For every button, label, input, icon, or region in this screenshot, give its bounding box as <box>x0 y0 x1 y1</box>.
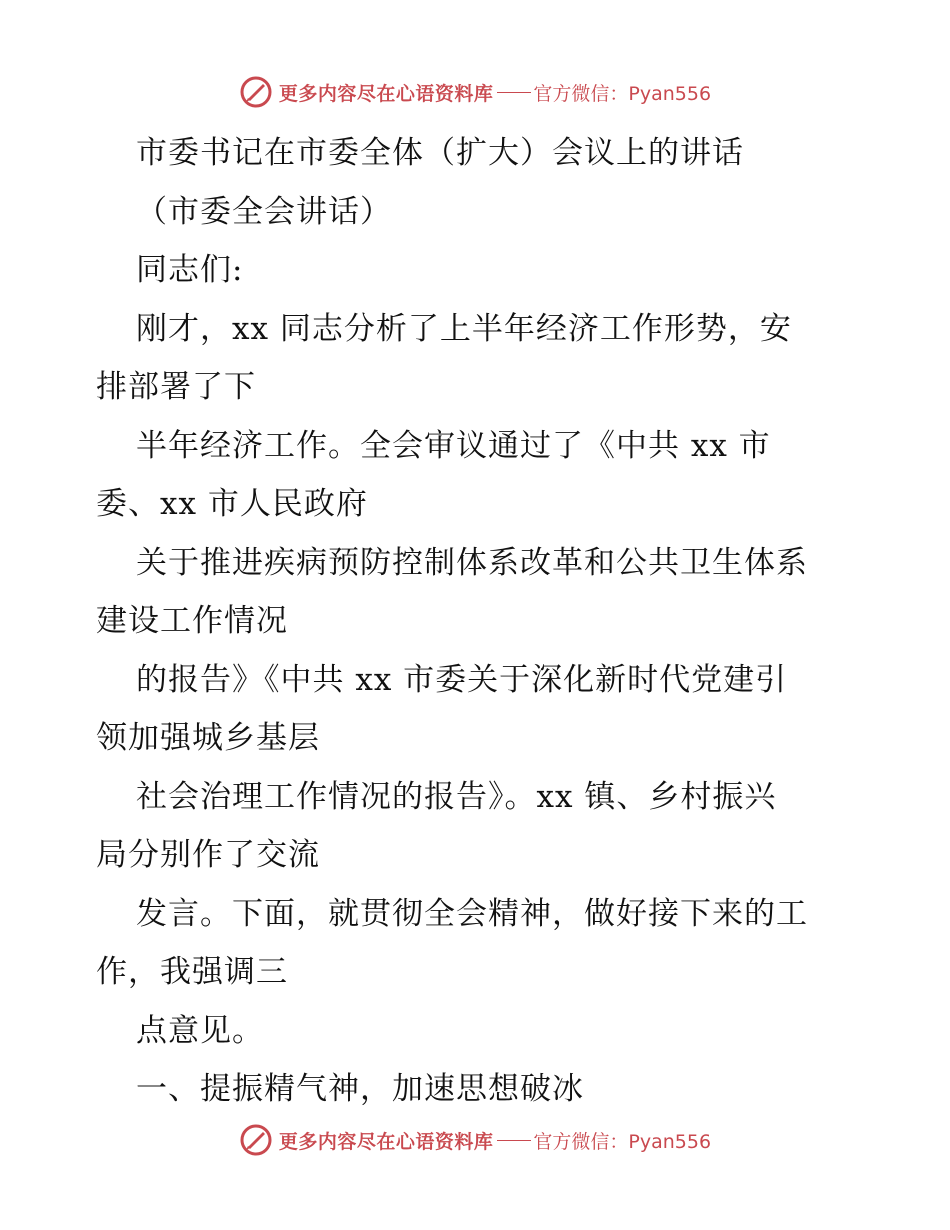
quill-logo-icon <box>239 1123 273 1157</box>
paragraph-line: 半年经济工作。全会审议通过了《中共 xx 市 <box>136 427 771 464</box>
quill-logo-icon <box>239 75 273 109</box>
paragraph-line: 委、xx 市人民政府 <box>96 486 368 522</box>
salutation: 同志们: <box>136 252 244 288</box>
paragraph-line: 建设工作情况 <box>96 603 288 639</box>
paragraph-line: 排部署了下 <box>96 369 256 405</box>
watermark-sub-text: 官方微信：Pyan556 <box>533 82 712 105</box>
watermark-dash <box>497 1140 531 1141</box>
paragraph-line: 领加强城乡基层 <box>96 720 320 756</box>
paragraph-line: 关于推进疾病预防控制体系改革和公共卫生体系 <box>136 544 808 581</box>
paragraph-line: 点意见。 <box>136 1012 264 1049</box>
paragraph-line: 作，我强调三 <box>96 954 288 990</box>
paragraph-line: 社会治理工作情况的报告》。xx 镇、乡村振兴 <box>136 778 777 815</box>
watermark-main-text: 更多内容尽在心语资料库 <box>278 82 494 105</box>
document-title: 市委书记在市委全体（扩大）会议上的讲话 <box>136 135 744 171</box>
document-subtitle: （市委全会讲话） <box>136 193 392 230</box>
watermark-dash <box>497 92 531 93</box>
watermark-banner-top <box>0 70 950 114</box>
section-heading: 一、提振精气神，加速思想破冰 <box>136 1071 584 1107</box>
watermark-banner-bottom <box>0 1118 950 1162</box>
paragraph-line: 局分别作了交流 <box>96 837 320 873</box>
paragraph-line: 的报告》《中共 xx 市委关于深化新时代党建引 <box>136 661 788 698</box>
paragraph-line: 刚才，xx 同志分析了上半年经济工作形势，安 <box>136 310 792 347</box>
watermark-sub-text: 官方微信：Pyan556 <box>533 1130 712 1153</box>
document-body <box>96 124 856 1119</box>
watermark-main-text: 更多内容尽在心语资料库 <box>278 1130 494 1153</box>
paragraph-line: 发言。下面，就贯彻全会精神，做好接下来的工 <box>136 895 808 932</box>
